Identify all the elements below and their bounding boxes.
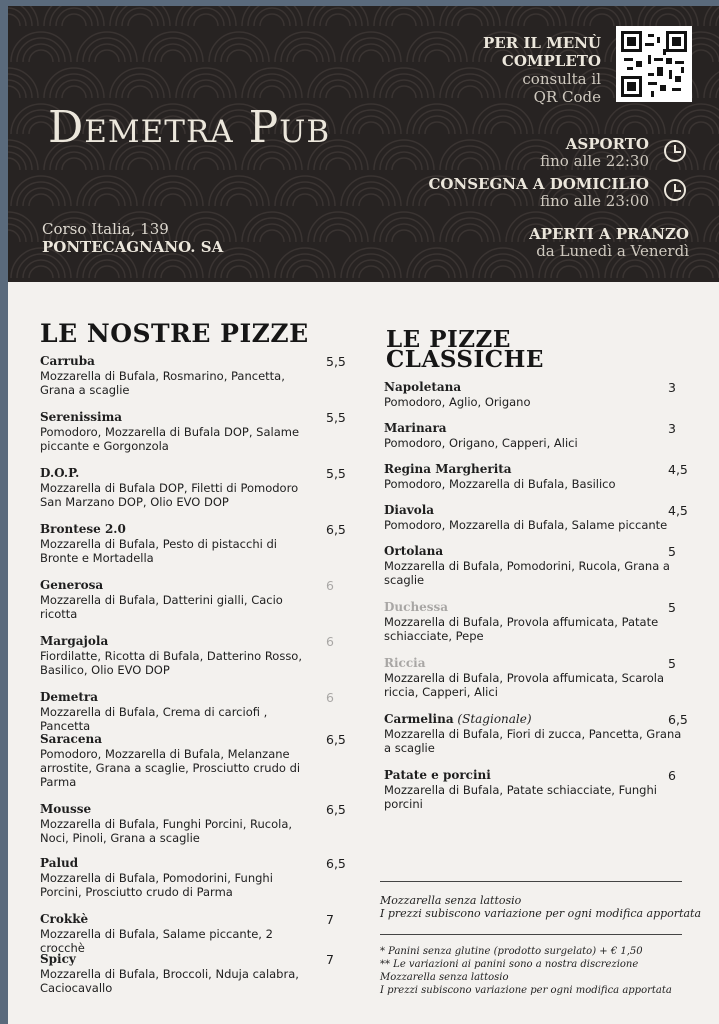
item-price: 3 (668, 421, 676, 436)
item-name: Margajola (40, 634, 109, 648)
item-description: Pomodoro, Aglio, Origano (384, 395, 531, 409)
item-price: 6 (668, 768, 676, 783)
item-price: 6,5 (668, 712, 688, 727)
pranzo-info (529, 226, 689, 260)
pranzo-days: da Lunedì a Venerdì (536, 242, 689, 260)
item-price: 5 (668, 656, 676, 671)
item-description: Pomodoro, Mozzarella di Bufala, Salame piccante (384, 518, 668, 532)
qr-sub-1: consulta il (522, 70, 601, 88)
menu-item (40, 410, 346, 453)
menu-item (40, 912, 334, 955)
menu-item (40, 732, 346, 789)
item-description: Mozzarella di Bufala, Provola affumicata, Patate schiacciate, Pepe (384, 615, 659, 643)
item-price: 4,5 (668, 462, 688, 477)
item-name: Palud (40, 856, 79, 870)
menu-item (40, 952, 334, 995)
item-description: Mozzarella di Bufala, Funghi Porcini, Rucola, Noci, Pinoli, Grana a scaglie (40, 817, 293, 845)
item-name: Carruba (40, 354, 95, 368)
item-description: Mozzarella di Bufala, Provola affumicata, Scarola riccia, Capperi, Alici (384, 671, 664, 699)
item-price: 5,5 (326, 466, 346, 481)
menu-item (384, 544, 684, 587)
note-prezzi-2: I prezzi subiscono variazione per ogni modifica apportata (380, 985, 672, 996)
note-lattosio-2: Mozzarella senza lattosio (380, 972, 509, 983)
clock-icon (664, 179, 686, 201)
brand-name: Demetra Pub (48, 102, 331, 153)
item-description: Mozzarella di Bufala, Pomodorini, Funghi Porcini, Prosciutto crudo di Parma (40, 871, 273, 899)
menu-item (40, 634, 334, 677)
item-name: Duchessa (384, 600, 449, 614)
item-name: Marinara (384, 421, 447, 435)
item-name: Mousse (40, 802, 92, 816)
consegna-time: fino alle 23:00 (540, 192, 649, 210)
item-name: Ortolana (384, 544, 444, 558)
header-banner (8, 6, 719, 282)
divider (380, 881, 682, 882)
item-description: Pomodoro, Mozzarella di Bufala, Melanzane arrostite, Grana a scaglie, Prosciutto crudo di Parma (40, 747, 301, 789)
menu-item (384, 380, 684, 409)
item-description: Mozzarella di Bufala, Broccoli, Nduja calabra, Caciocavallo (40, 967, 299, 995)
section-title-nostre-pizze: LE NOSTRE PIZZE (40, 319, 309, 348)
menu-item (40, 522, 346, 565)
item-price: 6 (326, 578, 334, 593)
menu-item (384, 768, 684, 811)
item-description: Mozzarella di Bufala, Crema di carciofi , Pancetta (40, 705, 268, 733)
menu-item (40, 802, 346, 845)
item-description: Mozzarella di Bufala, Pesto di pistacchi di Bronte e Mortadella (40, 537, 277, 565)
item-price: 6,5 (326, 856, 346, 871)
item-name: Carmelina (Stagionale) (384, 712, 532, 726)
item-name: Patate e porcini (384, 768, 491, 782)
item-price: 5,5 (326, 410, 346, 425)
item-description: Mozzarella di Bufala, Patate schiacciate, Funghi porcini (384, 783, 657, 811)
item-price: 7 (326, 952, 334, 967)
address-city: PONTECAGNANO. SA (42, 238, 224, 256)
section-title-classiche-2: CLASSICHE (386, 346, 544, 373)
menu-item (384, 462, 688, 491)
item-price: 6,5 (326, 802, 346, 817)
menu-item (40, 690, 334, 733)
item-name: Crokkè (40, 912, 89, 926)
item-price: 5 (668, 544, 676, 559)
divider (380, 934, 682, 935)
note-prezzi: I prezzi subiscono variazione per ogni modifica apportata (380, 907, 702, 920)
item-name: Serenissima (40, 410, 123, 424)
qr-title-1: PER IL MENÙ (482, 34, 601, 52)
note-lattosio: Mozzarella senza lattosio (380, 894, 522, 907)
item-name: Generosa (40, 578, 104, 592)
item-description: Pomodoro, Mozzarella di Bufala, Basilico (384, 477, 616, 491)
item-name: D.O.P. (40, 466, 80, 480)
note-glutine: * Panini senza glutine (prodotto surgelato) + € 1,50 (380, 946, 643, 957)
menu-item (40, 578, 334, 621)
item-price: 4,5 (668, 503, 688, 518)
asporto-info (540, 136, 649, 170)
item-price: 7 (326, 912, 334, 927)
item-description: Mozzarella di Bufala, Pomodorini, Rucola, Grana a scaglie (384, 559, 670, 587)
menu-item (40, 466, 346, 509)
item-price: 5,5 (326, 354, 346, 369)
item-note: (Stagionale) (453, 712, 532, 726)
item-price: 6 (326, 690, 334, 705)
item-name: Napoletana (384, 380, 462, 394)
item-description: Mozzarella di Bufala DOP, Filetti di Pomodoro San Marzano DOP, Olio EVO DOP (40, 481, 299, 509)
item-description: Pomodoro, Mozzarella di Bufala DOP, Salame piccante e Gorgonzola (40, 425, 300, 453)
asporto-time: fino alle 22:30 (540, 152, 649, 170)
item-name: Regina Margherita (384, 462, 512, 476)
clock-icon (664, 140, 686, 162)
item-description: Mozzarella di Bufala, Salame piccante, 2 crocchè (40, 927, 273, 955)
menu-item (384, 712, 688, 755)
consegna-info (428, 176, 649, 210)
qr-label (483, 34, 601, 106)
item-price: 6,5 (326, 732, 346, 747)
asporto-title: ASPORTO (565, 135, 649, 153)
qr-sub-2: QR Code (533, 88, 601, 106)
item-description: Mozzarella di Bufala, Fiori di zucca, Pancetta, Grana a scaglie (384, 727, 682, 755)
item-price: 3 (668, 380, 676, 395)
qr-code-graphic (621, 31, 687, 97)
item-name: Saracena (40, 732, 102, 746)
menu-item (384, 503, 688, 532)
item-price: 5 (668, 600, 676, 615)
address-street: Corso Italia, 139 (42, 220, 169, 238)
item-name: Riccia (384, 656, 426, 670)
item-price: 6,5 (326, 522, 346, 537)
item-name: Demetra (40, 690, 99, 704)
item-description: Mozzarella di Bufala, Datterini gialli, Cacio ricotta (40, 593, 283, 621)
item-description: Mozzarella di Bufala, Rosmarino, Pancetta, Grana a scaglie (40, 369, 285, 397)
menu-item (384, 421, 684, 450)
section-title-classiche-1: LE PIZZE (386, 326, 511, 353)
item-name: Spicy (40, 952, 76, 966)
qr-title-2: COMPLETO (501, 52, 601, 70)
qr-code-icon[interactable] (616, 26, 692, 102)
item-price: 6 (326, 634, 334, 649)
note-variazioni: ** Le variazioni ai panini sono a nostra discrezione (380, 959, 639, 970)
item-description: Pomodoro, Origano, Capperi, Alici (384, 436, 578, 450)
pranzo-title: APERTI A PRANZO (529, 225, 689, 243)
menu-item (40, 856, 346, 899)
menu-item (384, 656, 684, 699)
menu-item (384, 600, 684, 643)
menu-sheet (8, 6, 719, 1024)
menu-item (40, 354, 346, 397)
consegna-title: CONSEGNA A DOMICILIO (428, 175, 649, 193)
item-description: Fiordilatte, Ricotta di Bufala, Datterino Rosso, Basilico, Olio EVO DOP (40, 649, 303, 677)
item-name: Diavola (384, 503, 435, 517)
item-name: Brontese 2.0 (40, 522, 126, 536)
